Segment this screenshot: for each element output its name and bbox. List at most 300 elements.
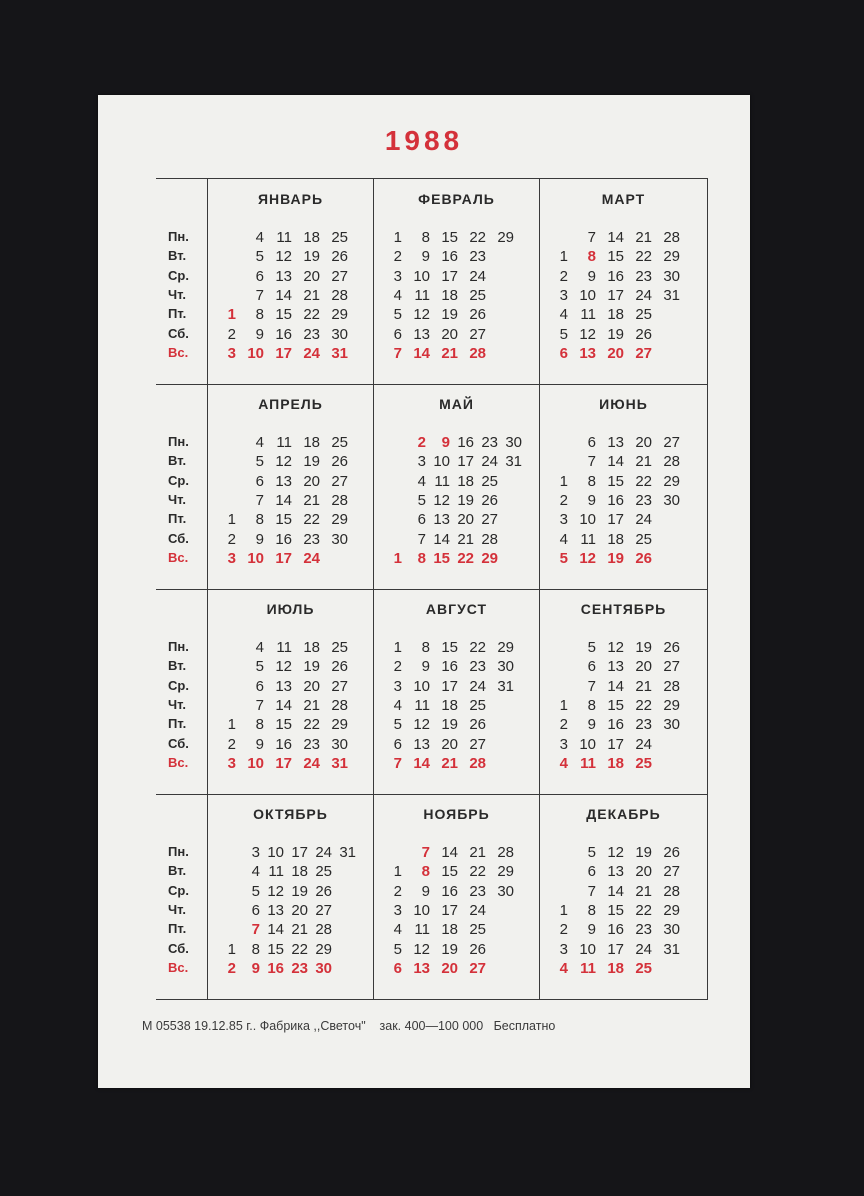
date-cell: 16 bbox=[607, 267, 624, 285]
date-cell: 29 bbox=[663, 248, 680, 266]
date-cell: 30 bbox=[331, 530, 348, 548]
date-cell: 18 bbox=[457, 472, 474, 490]
date-cell: 6 bbox=[255, 677, 264, 695]
date-cell: 3 bbox=[393, 677, 402, 695]
day-names-column bbox=[156, 589, 208, 794]
date-cell: 13 bbox=[607, 863, 624, 881]
date-cell: 21 bbox=[303, 696, 320, 714]
date-cell: 9 bbox=[421, 248, 430, 266]
day-name: Пн. bbox=[168, 639, 189, 654]
date-cell: 4 bbox=[251, 863, 260, 881]
day-name: Чт. bbox=[168, 491, 186, 507]
date-cell: 8 bbox=[255, 716, 264, 734]
date-cell: 2 bbox=[227, 325, 236, 343]
date-cell: 9 bbox=[255, 530, 264, 548]
date-cell: 12 bbox=[579, 325, 596, 343]
date-cell: 13 bbox=[413, 735, 430, 753]
date-cell: 24 bbox=[469, 901, 486, 919]
date-cell: 23 bbox=[469, 248, 486, 266]
date-cell: 10 bbox=[247, 549, 264, 567]
date-cell: 10 bbox=[579, 511, 596, 529]
date-cell: 29 bbox=[481, 549, 498, 567]
date-cell: 7 bbox=[587, 882, 596, 900]
date-cell: 2 bbox=[559, 491, 568, 509]
date-cell: 28 bbox=[315, 921, 332, 939]
date-cell: 28 bbox=[497, 844, 514, 861]
month-name: АВГУСТ bbox=[425, 601, 488, 617]
date-cell: 7 bbox=[417, 530, 426, 548]
date-cell: 18 bbox=[291, 863, 308, 881]
date-cell: 31 bbox=[663, 940, 680, 958]
date-cell: 20 bbox=[607, 344, 624, 362]
date-cell: 9 bbox=[255, 735, 264, 753]
month-name: МАРТ bbox=[601, 191, 646, 207]
day-name: Чт. bbox=[168, 696, 186, 712]
date-cell: 20 bbox=[635, 863, 652, 881]
date-cell: 8 bbox=[587, 901, 596, 919]
date-cell: 13 bbox=[267, 901, 284, 919]
date-cell: 21 bbox=[635, 229, 652, 246]
date-cell: 15 bbox=[267, 940, 284, 958]
date-cell: 8 bbox=[255, 306, 264, 324]
date-cell: 4 bbox=[559, 754, 568, 772]
date-cell: 8 bbox=[587, 696, 596, 714]
date-cell: 17 bbox=[441, 267, 458, 285]
date-cell: 19 bbox=[303, 248, 320, 266]
date-cell: 2 bbox=[393, 248, 402, 266]
date-cell: 11 bbox=[414, 286, 430, 304]
date-cell: 8 bbox=[421, 863, 430, 881]
date-cell: 7 bbox=[255, 491, 264, 509]
date-cell: 5 bbox=[393, 306, 402, 324]
date-cell: 17 bbox=[607, 511, 624, 529]
date-cell: 1 bbox=[559, 248, 568, 266]
date-cell: 3 bbox=[417, 453, 426, 471]
date-cell: 29 bbox=[315, 940, 332, 958]
date-cell: 30 bbox=[331, 325, 348, 343]
date-cell: 29 bbox=[331, 716, 348, 734]
month-block bbox=[540, 589, 708, 794]
date-cell: 2 bbox=[393, 882, 402, 900]
date-cell: 22 bbox=[635, 901, 652, 919]
date-cell: 26 bbox=[331, 453, 348, 471]
month-block bbox=[374, 589, 540, 794]
day-name: Пн. bbox=[168, 844, 189, 859]
date-cell: 5 bbox=[417, 491, 426, 509]
date-cell: 25 bbox=[315, 863, 332, 881]
day-names-column bbox=[156, 179, 208, 384]
date-cell: 9 bbox=[587, 921, 596, 939]
date-cell: 4 bbox=[417, 472, 426, 490]
day-name: Пт. bbox=[168, 306, 187, 322]
date-cell: 12 bbox=[267, 882, 284, 900]
date-cell: 1 bbox=[393, 863, 402, 881]
date-cell: 4 bbox=[255, 434, 264, 451]
date-cell: 6 bbox=[251, 901, 260, 919]
date-cell: 4 bbox=[393, 921, 402, 939]
date-cell: 21 bbox=[469, 844, 486, 861]
date-cell: 4 bbox=[559, 530, 568, 548]
date-cell: 18 bbox=[441, 286, 458, 304]
day-name: Сб. bbox=[168, 530, 189, 546]
day-name: Ср. bbox=[168, 677, 189, 693]
date-cell: 15 bbox=[607, 472, 624, 490]
date-cell: 13 bbox=[433, 511, 450, 529]
date-cell: 17 bbox=[275, 754, 292, 772]
date-cell: 12 bbox=[275, 248, 292, 266]
date-cell: 16 bbox=[441, 658, 458, 676]
date-cell: 16 bbox=[441, 882, 458, 900]
date-cell: 26 bbox=[663, 639, 680, 656]
date-cell: 13 bbox=[607, 434, 624, 451]
date-cell: 27 bbox=[331, 267, 348, 285]
date-cell: 8 bbox=[417, 549, 426, 567]
date-cell: 11 bbox=[414, 921, 430, 939]
date-cell: 22 bbox=[303, 306, 320, 324]
date-cell: 19 bbox=[441, 716, 458, 734]
month-name: ДЕКАБРЬ bbox=[586, 806, 661, 822]
date-cell: 3 bbox=[251, 844, 260, 861]
day-name: Чт. bbox=[168, 901, 186, 917]
date-cell: 29 bbox=[497, 639, 514, 656]
date-cell: 18 bbox=[607, 754, 624, 772]
date-cell: 13 bbox=[275, 472, 292, 490]
date-cell: 2 bbox=[227, 959, 236, 977]
date-cell: 15 bbox=[607, 248, 624, 266]
date-cell: 11 bbox=[434, 472, 450, 490]
month-block bbox=[374, 179, 540, 384]
date-cell: 1 bbox=[227, 511, 236, 529]
date-cell: 8 bbox=[587, 248, 596, 266]
day-name: Пт. bbox=[168, 921, 187, 937]
date-cell: 21 bbox=[303, 491, 320, 509]
date-cell: 14 bbox=[433, 530, 450, 548]
date-cell: 6 bbox=[587, 658, 596, 676]
month-name: ОКТЯБРЬ bbox=[253, 806, 328, 822]
date-cell: 14 bbox=[607, 882, 624, 900]
date-cell: 28 bbox=[469, 344, 486, 362]
date-cell: 30 bbox=[663, 921, 680, 939]
date-cell: 3 bbox=[227, 344, 236, 362]
date-cell: 26 bbox=[635, 325, 652, 343]
date-cell: 24 bbox=[635, 511, 652, 529]
date-cell: 22 bbox=[635, 472, 652, 490]
date-cell: 27 bbox=[663, 434, 680, 451]
date-cell: 7 bbox=[393, 754, 402, 772]
date-cell: 29 bbox=[663, 696, 680, 714]
date-cell: 3 bbox=[227, 754, 236, 772]
date-cell: 27 bbox=[469, 325, 486, 343]
date-cell: 16 bbox=[267, 959, 284, 977]
date-cell: 1 bbox=[227, 306, 236, 324]
date-cell: 29 bbox=[497, 863, 514, 881]
date-cell: 19 bbox=[635, 639, 652, 656]
date-cell: 7 bbox=[587, 677, 596, 695]
calendar-card bbox=[98, 95, 750, 1088]
date-cell: 20 bbox=[303, 472, 320, 490]
date-cell: 25 bbox=[635, 306, 652, 324]
calendar-row bbox=[156, 179, 708, 385]
day-name: Ср. bbox=[168, 267, 189, 283]
date-cell: 20 bbox=[635, 658, 652, 676]
date-cell: 1 bbox=[227, 940, 236, 958]
date-cell: 26 bbox=[481, 491, 498, 509]
date-cell: 17 bbox=[457, 453, 474, 471]
day-name: Чт. bbox=[168, 286, 186, 302]
day-name: Пн. bbox=[168, 229, 189, 244]
date-cell: 11 bbox=[580, 959, 596, 977]
date-cell: 6 bbox=[255, 267, 264, 285]
date-cell: 3 bbox=[559, 511, 568, 529]
date-cell: 6 bbox=[587, 434, 596, 451]
day-name: Сб. bbox=[168, 940, 189, 956]
date-cell: 30 bbox=[663, 267, 680, 285]
day-name: Вс. bbox=[168, 344, 189, 360]
date-cell: 14 bbox=[275, 286, 292, 304]
date-cell: 19 bbox=[607, 549, 624, 567]
month-block bbox=[208, 589, 374, 794]
date-cell: 2 bbox=[227, 530, 236, 548]
date-cell: 29 bbox=[331, 511, 348, 529]
date-cell: 22 bbox=[303, 716, 320, 734]
date-cell: 26 bbox=[331, 248, 348, 266]
date-cell: 19 bbox=[457, 491, 474, 509]
date-cell: 6 bbox=[393, 325, 402, 343]
date-cell: 1 bbox=[227, 716, 236, 734]
month-block bbox=[208, 794, 374, 999]
date-cell: 27 bbox=[315, 901, 332, 919]
date-cell: 28 bbox=[663, 882, 680, 900]
date-cell: 22 bbox=[469, 863, 486, 881]
date-cell: 12 bbox=[433, 491, 450, 509]
date-cell: 6 bbox=[393, 959, 402, 977]
date-cell: 9 bbox=[441, 434, 450, 451]
date-cell: 19 bbox=[303, 453, 320, 471]
date-cell: 10 bbox=[579, 940, 596, 958]
date-cell: 22 bbox=[303, 511, 320, 529]
date-cell: 30 bbox=[331, 735, 348, 753]
date-cell: 3 bbox=[559, 735, 568, 753]
date-cell: 13 bbox=[275, 677, 292, 695]
calendar-row bbox=[156, 384, 708, 590]
date-cell: 14 bbox=[607, 677, 624, 695]
date-cell: 3 bbox=[393, 901, 402, 919]
date-cell: 18 bbox=[303, 434, 320, 451]
date-cell: 23 bbox=[635, 716, 652, 734]
date-cell: 25 bbox=[635, 754, 652, 772]
date-cell: 17 bbox=[607, 735, 624, 753]
day-name: Вт. bbox=[168, 863, 187, 879]
date-cell: 14 bbox=[413, 344, 430, 362]
date-cell: 13 bbox=[275, 267, 292, 285]
date-cell: 10 bbox=[247, 754, 264, 772]
date-cell: 10 bbox=[413, 901, 430, 919]
date-cell: 26 bbox=[331, 658, 348, 676]
date-cell: 12 bbox=[413, 716, 430, 734]
date-cell: 23 bbox=[481, 434, 498, 451]
date-cell: 8 bbox=[421, 639, 430, 656]
date-cell: 14 bbox=[267, 921, 284, 939]
day-name: Вт. bbox=[168, 248, 187, 264]
date-cell: 28 bbox=[663, 453, 680, 471]
date-cell: 22 bbox=[457, 549, 474, 567]
date-cell: 29 bbox=[331, 306, 348, 324]
date-cell: 22 bbox=[469, 229, 486, 246]
date-cell: 6 bbox=[587, 863, 596, 881]
date-cell: 18 bbox=[303, 229, 320, 246]
date-cell: 24 bbox=[469, 677, 486, 695]
date-cell: 13 bbox=[607, 658, 624, 676]
date-cell: 25 bbox=[469, 696, 486, 714]
date-cell: 5 bbox=[587, 844, 596, 861]
date-cell: 12 bbox=[413, 940, 430, 958]
date-cell: 31 bbox=[331, 344, 348, 362]
date-cell: 8 bbox=[587, 472, 596, 490]
day-name: Вс. bbox=[168, 959, 189, 975]
month-block bbox=[540, 384, 708, 589]
date-cell: 10 bbox=[579, 286, 596, 304]
date-cell: 10 bbox=[433, 453, 450, 471]
date-cell: 15 bbox=[441, 863, 458, 881]
date-cell: 4 bbox=[255, 639, 264, 656]
date-cell: 5 bbox=[255, 453, 264, 471]
date-cell: 8 bbox=[255, 511, 264, 529]
date-cell: 14 bbox=[275, 696, 292, 714]
date-cell: 21 bbox=[635, 677, 652, 695]
date-cell: 5 bbox=[255, 658, 264, 676]
date-cell: 31 bbox=[505, 453, 522, 471]
date-cell: 14 bbox=[275, 491, 292, 509]
date-cell: 17 bbox=[607, 940, 624, 958]
date-cell: 5 bbox=[255, 248, 264, 266]
date-cell: 10 bbox=[579, 735, 596, 753]
date-cell: 15 bbox=[607, 696, 624, 714]
date-cell: 1 bbox=[393, 229, 402, 246]
date-cell: 3 bbox=[227, 549, 236, 567]
month-name: АПРЕЛЬ bbox=[258, 396, 323, 412]
date-cell: 29 bbox=[663, 901, 680, 919]
day-name: Сб. bbox=[168, 325, 189, 341]
date-cell: 19 bbox=[635, 844, 652, 861]
date-cell: 12 bbox=[275, 658, 292, 676]
day-name: Пн. bbox=[168, 434, 189, 449]
date-cell: 20 bbox=[441, 735, 458, 753]
date-cell: 7 bbox=[255, 286, 264, 304]
date-cell: 12 bbox=[607, 639, 624, 656]
date-cell: 1 bbox=[393, 639, 402, 656]
date-cell: 18 bbox=[607, 959, 624, 977]
date-cell: 19 bbox=[607, 325, 624, 343]
day-name: Сб. bbox=[168, 735, 189, 751]
date-cell: 31 bbox=[331, 754, 348, 772]
date-cell: 28 bbox=[481, 530, 498, 548]
date-cell: 9 bbox=[587, 267, 596, 285]
date-cell: 27 bbox=[331, 472, 348, 490]
date-cell: 30 bbox=[497, 882, 514, 900]
date-cell: 21 bbox=[635, 453, 652, 471]
date-cell: 26 bbox=[663, 844, 680, 861]
date-cell: 5 bbox=[393, 940, 402, 958]
date-cell: 23 bbox=[635, 491, 652, 509]
date-cell: 12 bbox=[413, 306, 430, 324]
date-cell: 1 bbox=[559, 901, 568, 919]
date-cell: 11 bbox=[414, 696, 430, 714]
year-title: 1988 bbox=[384, 125, 464, 156]
date-cell: 3 bbox=[393, 267, 402, 285]
month-name: ИЮЛЬ bbox=[266, 601, 315, 617]
date-cell: 28 bbox=[663, 229, 680, 246]
date-cell: 7 bbox=[255, 696, 264, 714]
date-cell: 5 bbox=[587, 639, 596, 656]
date-cell: 26 bbox=[469, 716, 486, 734]
date-cell: 30 bbox=[505, 434, 522, 451]
date-cell: 22 bbox=[635, 696, 652, 714]
date-cell: 28 bbox=[331, 286, 348, 304]
date-cell: 7 bbox=[587, 229, 596, 246]
date-cell: 9 bbox=[421, 658, 430, 676]
date-cell: 28 bbox=[663, 677, 680, 695]
date-cell: 10 bbox=[247, 344, 264, 362]
month-name: МАЙ bbox=[439, 396, 474, 412]
date-cell: 2 bbox=[559, 921, 568, 939]
date-cell: 12 bbox=[607, 844, 624, 861]
date-cell: 9 bbox=[587, 491, 596, 509]
date-cell: 13 bbox=[579, 344, 596, 362]
date-cell: 16 bbox=[607, 491, 624, 509]
date-cell: 30 bbox=[663, 491, 680, 509]
footer-imprint: М 05538 19.12.85 г.. Фабрика ,,Светоч" зак. 400—100 000 Бесплатно bbox=[142, 1019, 556, 1033]
date-cell: 17 bbox=[275, 344, 292, 362]
date-cell: 24 bbox=[303, 549, 320, 567]
date-cell: 8 bbox=[251, 940, 260, 958]
date-cell: 16 bbox=[607, 716, 624, 734]
date-cell: 21 bbox=[441, 754, 458, 772]
date-cell: 14 bbox=[607, 453, 624, 471]
date-cell: 31 bbox=[339, 844, 356, 861]
date-cell: 9 bbox=[251, 959, 260, 977]
date-cell: 11 bbox=[580, 754, 596, 772]
date-cell: 15 bbox=[607, 901, 624, 919]
date-cell: 23 bbox=[303, 735, 320, 753]
date-cell: 5 bbox=[559, 549, 568, 567]
date-cell: 5 bbox=[393, 716, 402, 734]
date-cell: 26 bbox=[635, 549, 652, 567]
day-name: Вс. bbox=[168, 549, 189, 565]
date-cell: 5 bbox=[251, 882, 260, 900]
date-cell: 1 bbox=[559, 472, 568, 490]
date-cell: 21 bbox=[457, 530, 474, 548]
date-cell: 22 bbox=[635, 248, 652, 266]
date-cell: 18 bbox=[441, 921, 458, 939]
date-cell: 23 bbox=[635, 921, 652, 939]
date-cell: 25 bbox=[481, 472, 498, 490]
date-cell: 20 bbox=[635, 434, 652, 451]
date-cell: 4 bbox=[393, 286, 402, 304]
date-cell: 24 bbox=[635, 940, 652, 958]
date-cell: 29 bbox=[663, 472, 680, 490]
date-cell: 19 bbox=[291, 882, 308, 900]
date-cell: 11 bbox=[276, 639, 292, 656]
date-cell: 30 bbox=[315, 959, 332, 977]
date-cell: 30 bbox=[663, 716, 680, 734]
month-block bbox=[374, 384, 540, 589]
date-cell: 11 bbox=[276, 434, 292, 451]
day-name: Ср. bbox=[168, 882, 189, 898]
date-cell: 20 bbox=[457, 511, 474, 529]
date-cell: 9 bbox=[421, 882, 430, 900]
date-cell: 24 bbox=[315, 844, 332, 861]
date-cell: 11 bbox=[268, 863, 284, 881]
